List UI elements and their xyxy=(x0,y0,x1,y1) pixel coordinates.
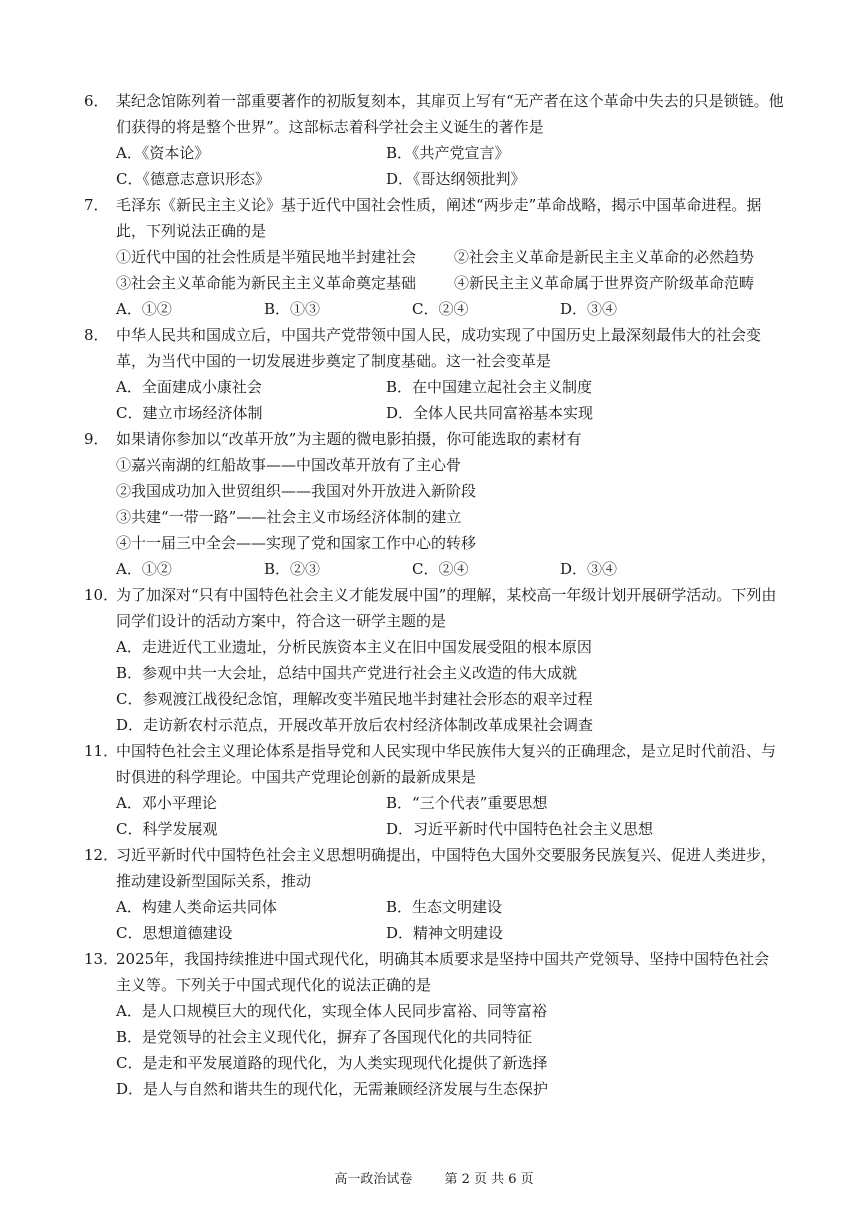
statement-1: ①嘉兴南湖的红船故事——中国改革开放有了主心骨 xyxy=(116,456,462,474)
statement-4: ④新民主主义革命属于世界资产阶级革命范畴 xyxy=(454,274,755,292)
question-number: 7． xyxy=(84,196,109,214)
option-d: D．习近平新时代中国特色社会主义思想 xyxy=(386,820,654,838)
options xyxy=(84,140,784,192)
statement-list xyxy=(84,244,784,296)
option-d: D．《哥达纲领批判》 xyxy=(386,170,526,188)
question-12 xyxy=(84,842,784,946)
question-text: 毛泽东《新民主主义论》基于近代中国社会性质，阐述“两步走”革命战略，揭示中国革命进程。据此，下列说法正确的是 xyxy=(116,196,762,240)
question-list xyxy=(84,88,784,1102)
option-c: C．建立市场经济体制 xyxy=(116,404,263,422)
question-number: 13． xyxy=(84,950,119,968)
question-text: 如果请你参加以“改革开放”为主题的微电影拍摄，你可能选取的素材有 xyxy=(116,430,582,448)
statement-4: ④十一届三中全会——实现了党和国家工作中心的转移 xyxy=(116,534,477,552)
option-c: C．参观渡江战役纪念馆，理解改变半殖民地半封建社会形态的艰辛过程 xyxy=(116,690,593,708)
option-a: A．全面建成小康社会 xyxy=(116,378,262,396)
exam-title: 高一政治试卷 xyxy=(334,1172,413,1187)
options xyxy=(84,790,784,842)
option-a: A．①② xyxy=(116,300,172,318)
statement-1: ①近代中国的社会性质是半殖民地半封建社会 xyxy=(116,248,417,266)
option-b: B．《共产党宣言》 xyxy=(386,144,510,162)
option-a: A．走进近代工业遗址，分析民族资本主义在旧中国发展受阻的根本原因 xyxy=(116,638,592,656)
question-11 xyxy=(84,738,784,842)
question-stem xyxy=(84,946,784,998)
option-b: B．①③ xyxy=(264,300,321,318)
statement-2: ②我国成功加入世贸组织——我国对外开放进入新阶段 xyxy=(116,482,477,500)
option-b: B．生态文明建设 xyxy=(386,898,503,916)
option-c: C．②④ xyxy=(412,560,469,578)
question-9 xyxy=(84,426,784,582)
statement-3: ③共建“一带一路”——社会主义市场经济体制的建立 xyxy=(116,508,462,526)
options xyxy=(84,296,784,322)
option-c: C．《德意志意识形态》 xyxy=(116,170,270,188)
question-text: 中国特色社会主义理论体系是指导党和人民实现中华民族伟大复兴的正确理念，是立足时代前沿、与时俱进的科学理论。中国共产党理论创新的最新成果是 xyxy=(116,742,777,786)
page-footer xyxy=(0,1168,868,1187)
question-7 xyxy=(84,192,784,322)
options xyxy=(84,998,784,1102)
options xyxy=(84,556,784,582)
question-number: 6． xyxy=(84,92,109,110)
option-d: D．走访新农村示范点，开展改革开放后农村经济体制改革成果社会调查 xyxy=(116,716,594,734)
option-b: B．在中国建立起社会主义制度 xyxy=(386,378,593,396)
option-a: A．邓小平理论 xyxy=(116,794,217,812)
option-d: D．是人与自然和谐共生的现代化，无需兼顾经济发展与生态保护 xyxy=(116,1080,549,1098)
option-d: D．③④ xyxy=(560,560,618,578)
question-stem xyxy=(84,322,784,374)
option-c: C．思想道德建设 xyxy=(116,924,233,942)
option-a: A．是人口规模巨大的现代化，实现全体人民同步富裕、同等富裕 xyxy=(116,1002,547,1020)
question-stem xyxy=(84,842,784,894)
statement-3: ③社会主义革命能为新民主主义革命奠定基础 xyxy=(116,274,417,292)
option-b: B．“三个代表”重要思想 xyxy=(386,794,548,812)
question-13 xyxy=(84,946,784,1102)
question-text: 2025年，我国持续推进中国式现代化，明确其本质要求是坚持中国共产党领导、坚持中国特色社会主义等。下列关于中国式现代化的说法正确的是 xyxy=(116,950,770,994)
question-number: 10． xyxy=(84,586,119,604)
statement-2: ②社会主义革命是新民主主义革命的必然趋势 xyxy=(454,248,755,266)
question-stem xyxy=(84,426,784,452)
option-c: C．是走和平发展道路的现代化，为人类实现现代化提供了新选择 xyxy=(116,1054,548,1072)
options xyxy=(84,634,784,738)
question-stem xyxy=(84,88,784,140)
option-c: C．科学发展观 xyxy=(116,820,218,838)
question-8 xyxy=(84,322,784,426)
question-text: 中华人民共和国成立后，中国共产党带领中国人民，成功实现了中国历史上最深刻最伟大的社会变革，为当代中国的一切发展进步奠定了制度基础。这一社会变革是 xyxy=(116,326,762,370)
question-number: 8． xyxy=(84,326,109,344)
question-text: 习近平新时代中国特色社会主义思想明确提出，中国特色大国外交要服务民族复兴、促进人类进步，推动建设新型国际关系，推动 xyxy=(116,846,777,890)
question-number: 11． xyxy=(84,742,119,760)
option-d: D．全体人民共同富裕基本实现 xyxy=(386,404,594,422)
question-text: 为了加深对“只有中国特色社会主义才能发展中国”的理解，某校高一年级计划开展研学活动。下列由同学们设计的活动方案中，符合这一研学主题的是 xyxy=(116,586,777,630)
question-10 xyxy=(84,582,784,738)
question-6 xyxy=(84,88,784,192)
options xyxy=(84,374,784,426)
question-stem xyxy=(84,192,784,244)
option-d: D．③④ xyxy=(560,300,618,318)
statement-list xyxy=(84,452,784,556)
question-text: 某纪念馆陈列着一部重要著作的初版复刻本，其扉页上写有“无产者在这个革命中失去的只是锁链。他们获得的将是整个世界”。这部标志着科学社会主义诞生的著作是 xyxy=(116,92,784,136)
page-number: 第 2 页 共 6 页 xyxy=(444,1172,534,1187)
option-b: B．②③ xyxy=(264,560,321,578)
options xyxy=(84,894,784,946)
option-a: A．①② xyxy=(116,560,172,578)
question-stem xyxy=(84,582,784,634)
option-d: D．精神文明建设 xyxy=(386,924,504,942)
question-number: 12． xyxy=(84,846,119,864)
option-b: B．是党领导的社会主义现代化，摒弃了各国现代化的共同特征 xyxy=(116,1028,533,1046)
option-a: A．《资本论》 xyxy=(116,144,210,162)
option-a: A．构建人类命运共同体 xyxy=(116,898,277,916)
option-c: C．②④ xyxy=(412,300,469,318)
question-stem xyxy=(84,738,784,790)
question-number: 9． xyxy=(84,430,109,448)
option-b: B．参观中共一大会址，总结中国共产党进行社会主义改造的伟大成就 xyxy=(116,664,578,682)
